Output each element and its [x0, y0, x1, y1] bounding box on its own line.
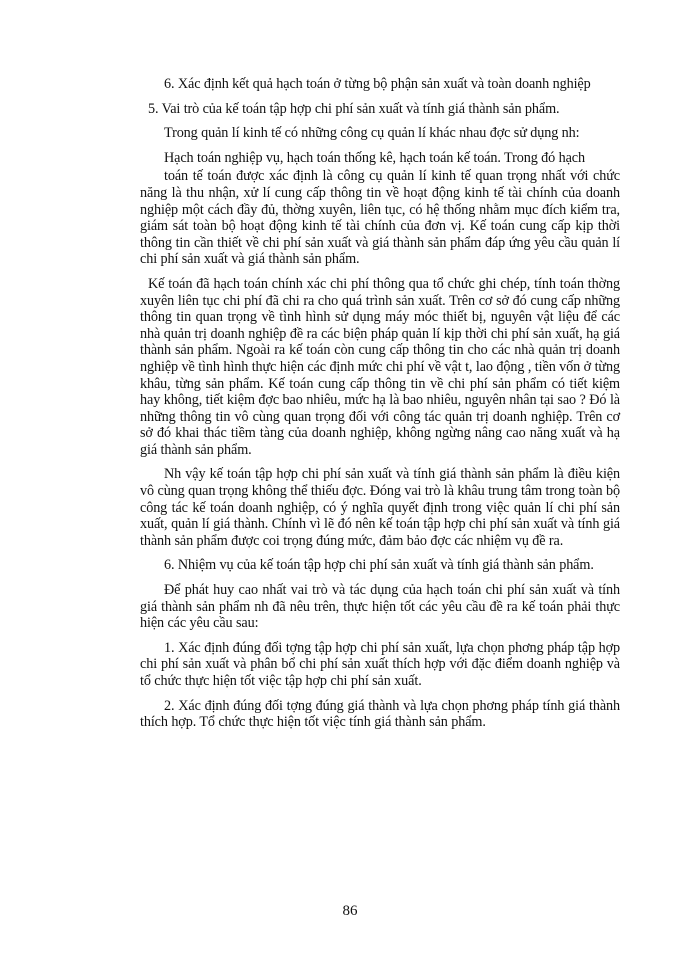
paragraph: Để phát huy cao nhất vai trò và tác dụng của hạch toán chi phí sản xuất và tính giá thành sản phẩm nh đã nêu trên, thực hiện tốt các yêu cầu đề ra kế toán phải thực hiện các yêu cầu sau:: [140, 582, 620, 632]
page-body: [140, 76, 620, 739]
list-item: 1. Xác định đúng đối tợng tập hợp chi phí sản xuất, lựa chọn phơng pháp tập hợp chi phí sản xuất và phân bổ chi phí sản xuất thích hợp với đặc điểm doanh nghiệp và tổ chức thực hiện tốt việc tập hợp chi phí sản xuất.: [140, 639, 620, 689]
section-heading: 6. Nhiệm vụ của kế toán tập hợp chi phí sản xuất và tính giá thành sản phẩm.: [164, 557, 594, 574]
paragraph: Trong quản lí kinh tế có những công cụ quản lí khác nhau đợc sử dụng nh:: [164, 125, 580, 142]
paragraph: Nh vậy kế toán tập hợp chi phí sản xuất và tính giá thành sản phẩm là điều kiện vô cùng quan trọng không thể thiếu đợc. Đóng vai trò là khâu trung tâm trong toàn bộ công tác kế toán doanh nghiệp, có ý nghĩa quyết định trong việc quản lí chi phí sản xuất, quản lí giá thành. Chính vì lẽ đó nên kế toán tập hợp chi phí sản xuất và tính giá thành sản phẩm được coi trọng đúng mức, đảm bảo đợc các nhiệm vụ đề ra.: [140, 466, 620, 549]
section-heading: 5. Vai trò của kế toán tập hợp chi phí sản xuất và tính giá thành sản phẩm.: [148, 100, 560, 117]
paragraph: Hạch toán nghiệp vụ, hạch toán thống kê, hạch toán kế toán. Trong đó hạch: [164, 149, 585, 166]
list-item: 2. Xác định đúng đối tợng đúng giá thành và lựa chọn phơng pháp tính giá thành thích hợp. Tổ chức thực hiện tốt việc tính giá thành sản phẩm.: [140, 697, 620, 731]
page-number: 86: [342, 903, 358, 919]
paragraph: 6. Xác định kết quả hạch toán ở từng bộ phận sản xuất và toàn doanh nghiệp: [164, 76, 591, 92]
paragraph: Kế toán đã hạch toán chính xác chi phí thông qua tổ chức ghi chép, tính toán thờng xuyên liên tục chi phí đã chi ra cho quá trình sản xuất. Trên cơ sở đó cung cấp những thông tin quan trọng về tình hình sử dụng máy móc thiết bị, nguyên vật liệu để các nhà quản trị doanh nghiệp đề ra các biện pháp quản lí kịp thời chi phí sản xuất, hạ giá thành sản phẩm. Ngoài ra kế toán còn cung cấp thông tin cho các nhà quản trị doanh nghiệp về tình hình thực hiện các định mức chi phí về vật t, lao động , tiền vốn ở từng khâu, từng sản phẩm. Kế toán cung cấp thông tin về chi phí sản phẩm có tiết kiệm hay không, tiết kiệm đợc bao nhiêu, mức hạ là bao nhiêu, nguyên nhân tại sao ? Đó là những thông tin vô cùng quan trọng đối với công tác quản trị doanh nghiệp. Trên cơ sở đó khai thác tiềm tàng của doanh nghiệp, không ngừng nâng cao năng xuất và hạ giá thành sản phẩm.: [140, 275, 620, 458]
paragraph: toán tế toán được xác định là công cụ quản lí kinh tế quan trọng nhất với chức năng là thu nhận, xử lí cung cấp thông tin về hoạt động kinh tế tài chính của doanh nghiệp một cách đầy đủ, thờng xuyên, liên tục, có hệ thống nhằm mục đích kiểm tra, giám sát toàn bộ hoạt động kinh tế tài chính của đơn vị. Kế toán cung cấp kịp thời thông tin cần thiết về chi phí sản xuất và giá thành sản phẩm đáp ứng yêu cầu quản lí chi phí sản xuất và giá thành sản phẩm.: [140, 168, 620, 268]
